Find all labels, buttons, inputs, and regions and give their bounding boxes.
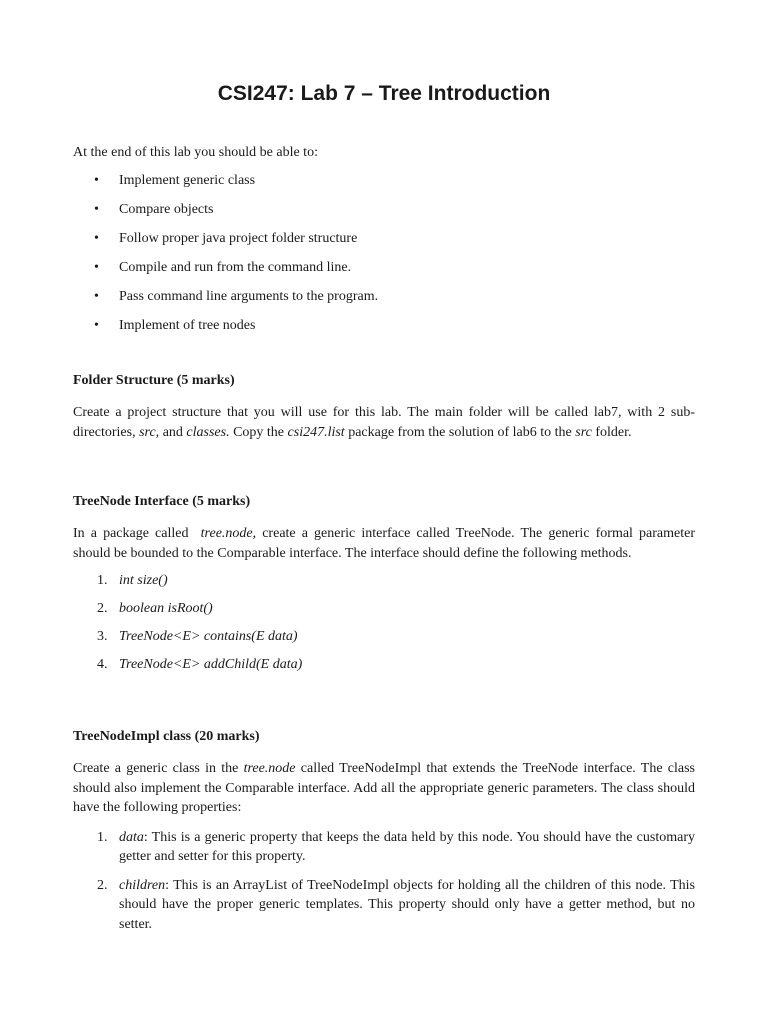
objectives-list [73, 173, 378, 347]
emphasis: csi247.list [287, 424, 345, 440]
text-run: In a package called [73, 526, 195, 541]
bullet-icon: • [94, 202, 99, 217]
method-signature: TreeNode<E> addChild(E data) [119, 657, 303, 672]
bullet-icon: • [94, 260, 99, 275]
intro-text: At the end of this lab you should be able to: [73, 145, 318, 160]
method-signature: TreeNode<E> contains(E data) [119, 629, 298, 644]
emphasis: src, [139, 424, 160, 440]
property-name: children [119, 877, 166, 893]
list-item [73, 828, 695, 867]
property-description: : This is an ArrayList of TreeNodeImpl objects for holding all the children of this node. This should have the proper generic templates. This property should only have a getter method, but no setter. [119, 877, 695, 932]
text-run: Copy the [229, 424, 288, 440]
objective-text: Pass command line arguments to the program. [119, 289, 379, 304]
objective-text: Implement of tree nodes [119, 318, 256, 333]
text-run: folder. [591, 424, 632, 440]
section-heading: Folder Structure (5 marks) [73, 373, 235, 388]
list-item [73, 657, 695, 685]
objective-text: Implement generic class [119, 173, 256, 188]
list-number: 1. [97, 829, 108, 845]
emphasis: tree.node [200, 526, 253, 541]
treenodeimpl-paragraph [73, 759, 695, 818]
list-number: 2. [97, 601, 108, 616]
property-description: : This is a generic property that keeps the data held by this node. You should have the customary getter and setter for this property. [119, 829, 695, 864]
text-run: package from the solution of lab6 to the [344, 424, 576, 440]
treenode-interface-paragraph [73, 524, 695, 563]
list-item [73, 629, 695, 657]
objective-text: Compile and run from the command line. [119, 260, 352, 275]
list-item [73, 573, 695, 601]
list-item [73, 876, 695, 935]
method-signature: int size() [119, 573, 168, 588]
list-item [73, 231, 378, 260]
list-item [73, 202, 378, 231]
text-run: called TreeNodeImpl that extends the TreeNode interface. The class should also implement the Comparable interface. Add all the appropriate generic parameters. The class should have the following properties: [73, 761, 695, 815]
text-run: Create a generic class in the [73, 761, 244, 776]
bullet-icon: • [94, 318, 99, 333]
text-run: and [159, 424, 187, 440]
emphasis: src [575, 424, 592, 440]
section-heading: TreeNodeImpl class (20 marks) [73, 729, 260, 744]
bullet-icon: • [94, 231, 99, 246]
bullet-icon: • [94, 289, 99, 304]
list-number: 4. [97, 657, 108, 672]
emphasis: tree.node [243, 761, 296, 776]
text-run: , create a generic interface called TreeNode. The generic formal parameter should be bounded to the Comparable interface. The interface should define the following methods. [73, 526, 696, 561]
method-signature: boolean isRoot() [119, 601, 213, 616]
folder-structure-paragraph [73, 403, 695, 442]
emphasis: classes. [186, 424, 230, 440]
objective-text: Follow proper java project folder structure [119, 231, 358, 246]
folder-structure-section [73, 373, 695, 442]
list-item [73, 318, 378, 347]
document-title: CSI247: Lab 7 – Tree Introduction [217, 82, 551, 105]
methods-list [73, 573, 695, 685]
text-run: Create a project structure that you will use for this lab. The main folder will be called lab7, with 2 sub-directories, [73, 405, 695, 440]
list-item [73, 601, 695, 629]
list-item [73, 289, 378, 318]
treenode-interface-section [73, 494, 695, 685]
bullet-icon: • [94, 173, 99, 188]
list-number: 2. [97, 877, 108, 893]
section-heading: TreeNode Interface (5 marks) [73, 494, 251, 509]
properties-list [73, 828, 695, 935]
list-item [73, 173, 378, 202]
objective-text: Compare objects [119, 202, 214, 217]
property-name: data [119, 829, 144, 845]
list-number: 3. [97, 629, 108, 644]
list-number: 1. [97, 573, 108, 588]
treenodeimpl-class-section [73, 729, 695, 943]
list-item [73, 260, 378, 289]
